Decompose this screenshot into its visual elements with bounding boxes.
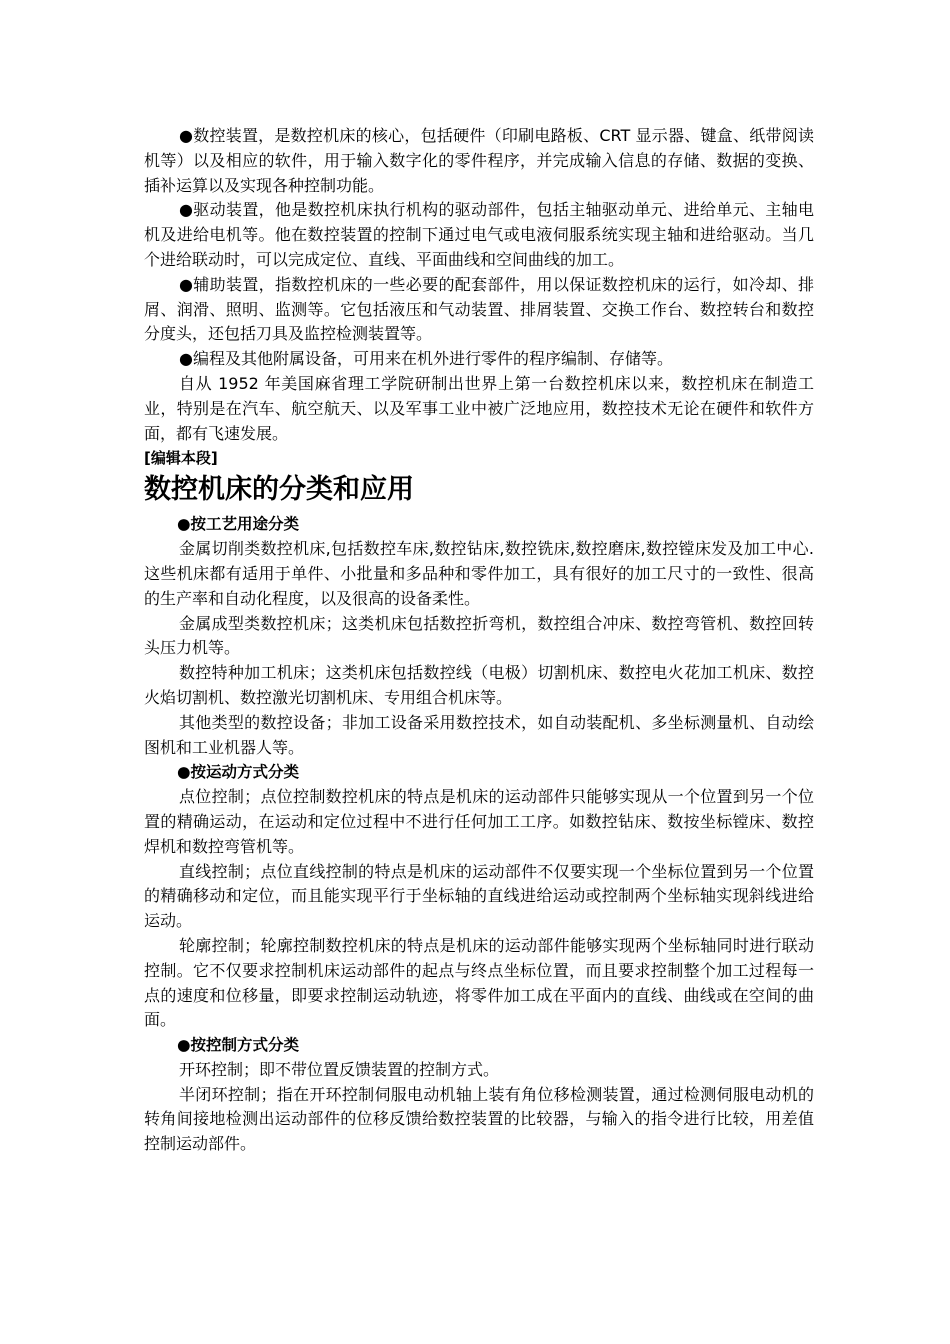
intro-paragraph: ●数控装置，是数控机床的核心，包括硬件（印刷电路板、CRT 显示器、键盒、纸带阅读机等）以及相应的软件，用于输入数字化的零件程序，并完成输入信息的存储、数据的变换、插补运算以及实现各种控制功能。 (144, 126, 814, 195)
section-title: 数控机床的分类和应用 (144, 474, 414, 506)
group-heading: ●按工艺用途分类 (177, 515, 300, 534)
document-page (144, 124, 814, 1157)
classification-group-process (144, 512, 814, 760)
group-paragraph: 其他类型的数控设备；非加工设备采用数控技术，如自动装配机、多坐标测量机、自动绘图机和工业机器人等。 (144, 712, 814, 757)
group-paragraph: 直线控制；点位直线控制的特点是机床的运动部件不仅要实现一个坐标位置到另一个位置的精确移动和定位，而且能实现平行于坐标轴的直线进给运动或控制两个坐标轴实现斜线进给运动。 (144, 861, 814, 931)
group-heading: ●按运动方式分类 (177, 763, 300, 782)
group-paragraph: 半闭环控制；指在开环控制伺服电动机轴上装有角位移检测装置，通过检测伺服电动机的转角间接地检测出运动部件的位移反馈给数控装置的比较器，与输入的指令进行比较，用差值控制运动部件。 (144, 1084, 814, 1154)
group-heading: ●按控制方式分类 (177, 1036, 300, 1055)
intro-paragraph: ●编程及其他附属设备，可用来在机外进行零件的程序编制、存储等。 (179, 349, 673, 369)
group-paragraph: 金属成型类数控机床；这类机床包括数控折弯机，数控组合冲床、数控弯管机、数控回转头压力机等。 (144, 613, 814, 658)
group-paragraph: 金属切削类数控机床,包括数控车床,数控钻床,数控铣床,数控磨床,数控镗床发及加工中心.这些机床都有适用于单件、小批量和多品种和零件加工，具有很好的加工尺寸的一致性、很高的生产率和自动化程度，以及很高的设备柔性。 (144, 539, 814, 608)
intro-paragraph: ●驱动装置，他是数控机床执行机构的驱动部件，包括主轴驱动单元、进给单元、主轴电机及进给电机等。他在数控装置的控制下通过电气或电液伺服系统实现主轴和进给驱动。当几个进给联动时，可以完成定位、直线、平面曲线和空间曲线的加工。 (144, 200, 814, 269)
group-paragraph: 数控特种加工机床；这类机床包括数控线（电极）切割机床、数控电火花加工机床、数控火焰切割机、数控激光切割机床、专用组合机床等。 (144, 663, 814, 707)
group-paragraph: 点位控制；点位控制数控机床的特点是机床的运动部件只能够实现从一个位置到另一个位置的精确运动，在运动和定位过程中不进行任何加工工序。如数控钻床、数按坐标镗床、数控焊机和数控弯管机等。 (144, 787, 814, 856)
classification-group-motion (144, 760, 814, 1033)
group-paragraph: 开环控制；即不带位置反馈装置的控制方式。 (179, 1059, 500, 1079)
intro-paragraph: ●辅助装置，指数控机床的一些必要的配套部件，用以保证数控机床的运行，如冷却、排屑、润滑、照明、监测等。它包括液压和气动装置、排屑装置、交换工作台、数控转台和数控分度头，还包括刀具及监控检测装置等。 (144, 274, 814, 344)
edit-section-link[interactable]: [编辑本段] (144, 449, 218, 468)
classification-group-control (144, 1033, 814, 1157)
group-paragraph: 轮廓控制；轮廓控制数控机床的特点是机床的运动部件能够实现两个坐标轴同时进行联动控制。它不仅要求控制机床运动部件的起点与终点坐标位置，而且要求控制整个加工过程每一点的速度和位移量，即要求控制运动轨迹，将零件加工成在平面内的直线、曲线或在空间的曲面。 (144, 935, 814, 1030)
intro-paragraph: 自从 1952 年美国麻省理工学院研制出世界上第一台数控机床以来，数控机床在制造工业，特别是在汽车、航空航天、以及军事工业中被广泛地应用，数控技术无论在硬件和软件方面，都有飞速发展。 (144, 373, 814, 443)
